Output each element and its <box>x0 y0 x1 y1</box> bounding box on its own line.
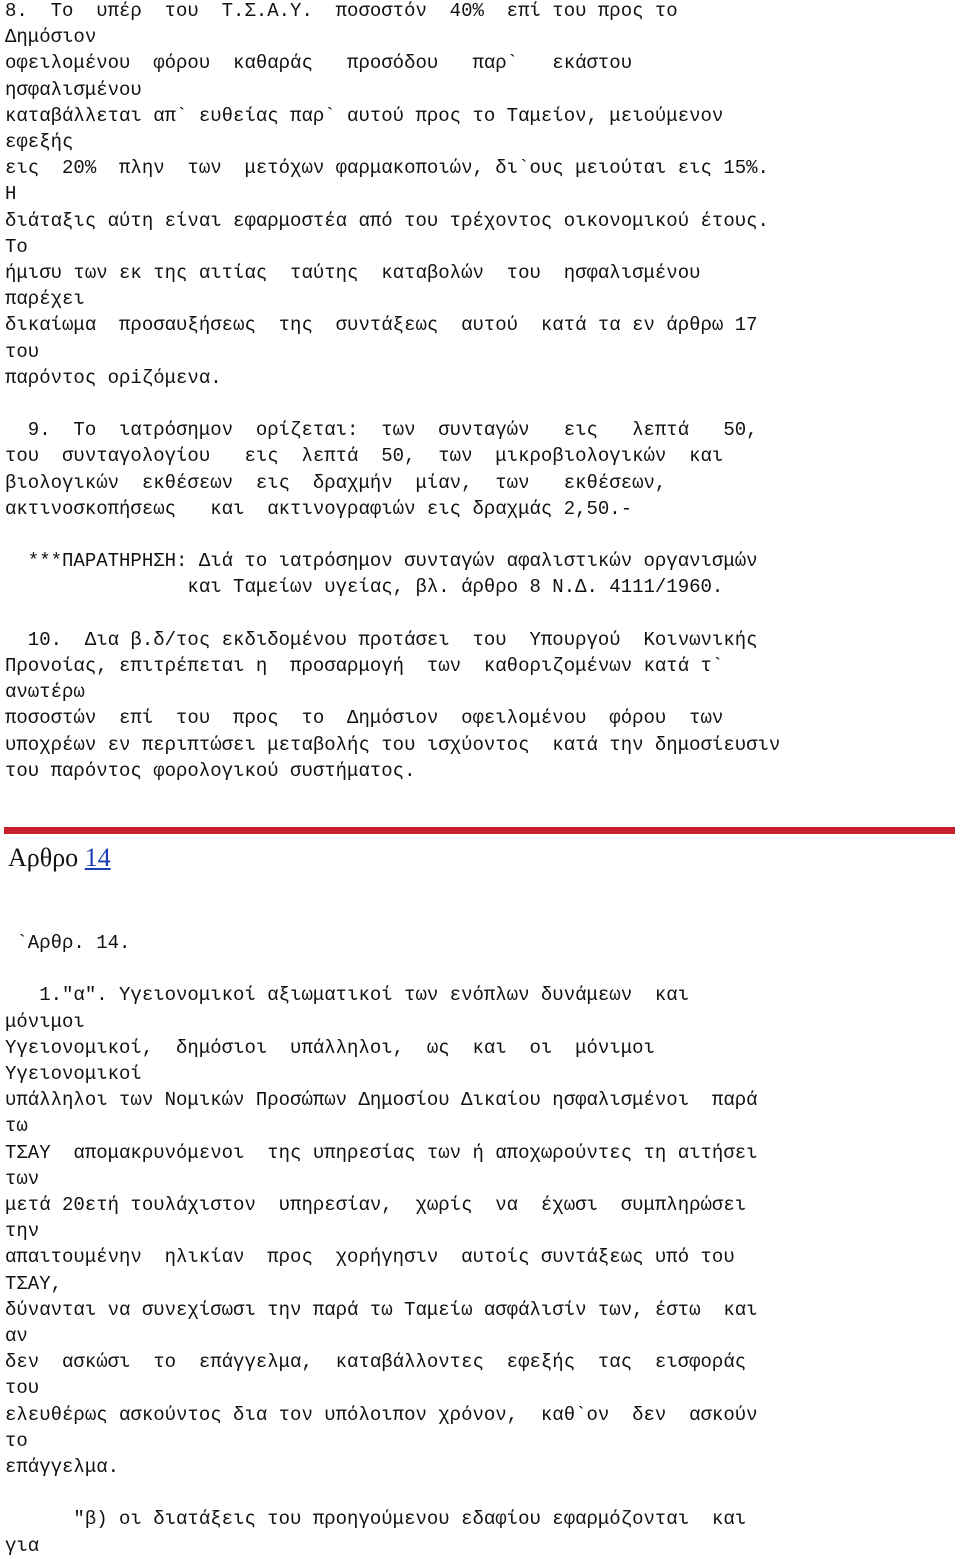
document-text-upper <box>5 0 955 784</box>
text-line: δεν ασκώσι το επάγγελμα, καταβάλλοντες εφεξής τας εισφοράς <box>5 1351 747 1374</box>
text-line: Δημόσιον <box>5 26 97 49</box>
text-line: ήμισυ των εκ της αιτίας ταύτης καταβολών του ησφαλισμένου <box>5 262 701 285</box>
text-line: δύνανται να συνεχίσωσι την παρά τω Ταμείω ασφάλισίν των, έστω και <box>5 1298 758 1321</box>
text-line: ΤΣΑΥ, <box>5 1272 63 1295</box>
text-line: ησφαλισμένου <box>5 78 142 101</box>
text-line: 8. Το υπέρ του Τ.Σ.Α.Υ. ποσοστόν 40% επί του προς το <box>5 0 678 22</box>
text-line: διάταξις αύτη είναι εφαρμοστέα από του τρέχοντος οικονομικού έτους. <box>5 209 769 232</box>
text-line: Υγειονομικοί, δημόσιοι υπάλληλοι, ως και οι μόνιμοι <box>5 1036 655 1059</box>
text-line: ποσοστών επί του προς το Δημόσιον οφειλομένου φόρου των <box>5 707 724 730</box>
text-line: δικαίωμα προσαυξήσεως της συντάξεως αυτού κατά τα εν άρθρω 17 <box>5 314 758 337</box>
text-line: παρέχει <box>5 288 85 311</box>
text-line: εις 20% πλην των μετόχων φαρμακοποιών, δι`ους μειούται εις 15%. <box>5 157 769 180</box>
section-divider <box>4 827 955 834</box>
text-line: του παρόντος φορολογικού συστήματος. <box>5 759 416 782</box>
text-line: τω <box>5 1115 28 1138</box>
text-line: ΤΣΑΥ απομακρυνόμενοι της υπηρεσίας των ή αποχωρούντες τη αιτήσει <box>5 1141 758 1164</box>
text-line: 10. Δια β.δ/τος εκδιδομένου προτάσει του Υπουργού Κοινωνικής <box>5 628 758 651</box>
text-line: μόνιμοι <box>5 1010 85 1033</box>
text-line: και Ταμείων υγείας, βλ. άρθρο 8 Ν.Δ. 4111/1960. <box>5 576 724 599</box>
text-line: Η <box>5 183 17 206</box>
text-line: ελευθέρως ασκούντος δια τον υπόλοιπον χρόνον, καθ`ον δεν ασκούν <box>5 1403 758 1426</box>
text-line: εφεξής <box>5 131 74 154</box>
text-line: μετά 20ετή τουλάχιστον υπηρεσίαν, χωρίς να έχωσι συμπληρώσει <box>5 1194 747 1217</box>
text-line: του συνταγολογίου εις λεπτά 50, των μικροβιολογικών και <box>5 445 724 468</box>
text-line <box>5 1480 955 1506</box>
text-line: οφειλομένου φόρου καθαράς προσόδου παρ` εκάστου <box>5 52 633 75</box>
article-heading-label: Αρθρο <box>8 843 79 872</box>
text-line <box>5 391 955 417</box>
text-line <box>5 956 955 982</box>
text-line: την <box>5 1220 40 1243</box>
text-line: "β) οι διατάξεις του προηγούμενου εδαφίου εφαρμόζονται και <box>5 1508 747 1531</box>
text-line: αν <box>5 1325 28 1348</box>
text-line: καταβάλλεται απ` ευθείας παρ` αυτού προς το Ταμείον, μειούμενον <box>5 104 724 127</box>
text-line: απαιτουμένην ηλικίαν προς χορήγησιν αυτοίς συντάξεως υπό του <box>5 1246 735 1269</box>
text-line <box>5 601 955 627</box>
text-line: Προνοίας, επιτρέπεται η προσαρμογή των καθοριζομένων κατά τ` <box>5 655 724 678</box>
text-line: του <box>5 1377 40 1400</box>
article-number-link[interactable]: 14 <box>84 843 111 872</box>
text-line: υποχρέων εν περιπτώσει μεταβολής του ισχύοντος κατά την δημοσίευσιν <box>5 733 781 756</box>
text-line <box>5 522 955 548</box>
text-line: βιολογικών εκθέσεων εις δραχμήν μίαν, των εκθέσεων, <box>5 471 667 494</box>
text-line: `Αρθρ. 14. <box>5 932 131 954</box>
text-line: για <box>5 1534 40 1557</box>
text-line: επάγγελμα. <box>5 1456 120 1479</box>
text-line: το <box>5 1429 28 1452</box>
text-line: ακτινοσκοπήσεως και ακτινογραφιών εις δραχμάς 2,50.- <box>5 497 633 520</box>
article-heading <box>8 842 111 874</box>
text-line: ανωτέρω <box>5 681 85 704</box>
text-line: Υγειονομικοί <box>5 1063 142 1086</box>
text-line: 1."α". Υγειονομικοί αξιωματικοί των ενόπλων δυνάμεων και <box>5 984 690 1007</box>
text-line: του <box>5 340 40 363</box>
text-line: ***ΠΑΡΑΤΗΡΗΣΗ: Διά το ιατρόσημον συνταγών αφαλιστικών οργανισμών <box>5 550 758 573</box>
text-line: Το <box>5 235 28 258</box>
text-line: υπάλληλοι των Νομικών Προσώπων Δημοσίου Δικαίου ησφαλισμένοι παρά <box>5 1089 758 1112</box>
text-line: 9. Το ιατρόσημον ορίζεται: των συνταγών εις λεπτά 50, <box>5 419 758 442</box>
text-line: των <box>5 1167 40 1190</box>
document-text-lower <box>5 930 955 1559</box>
text-line: παρόντος ορiζόμενα. <box>5 366 222 389</box>
